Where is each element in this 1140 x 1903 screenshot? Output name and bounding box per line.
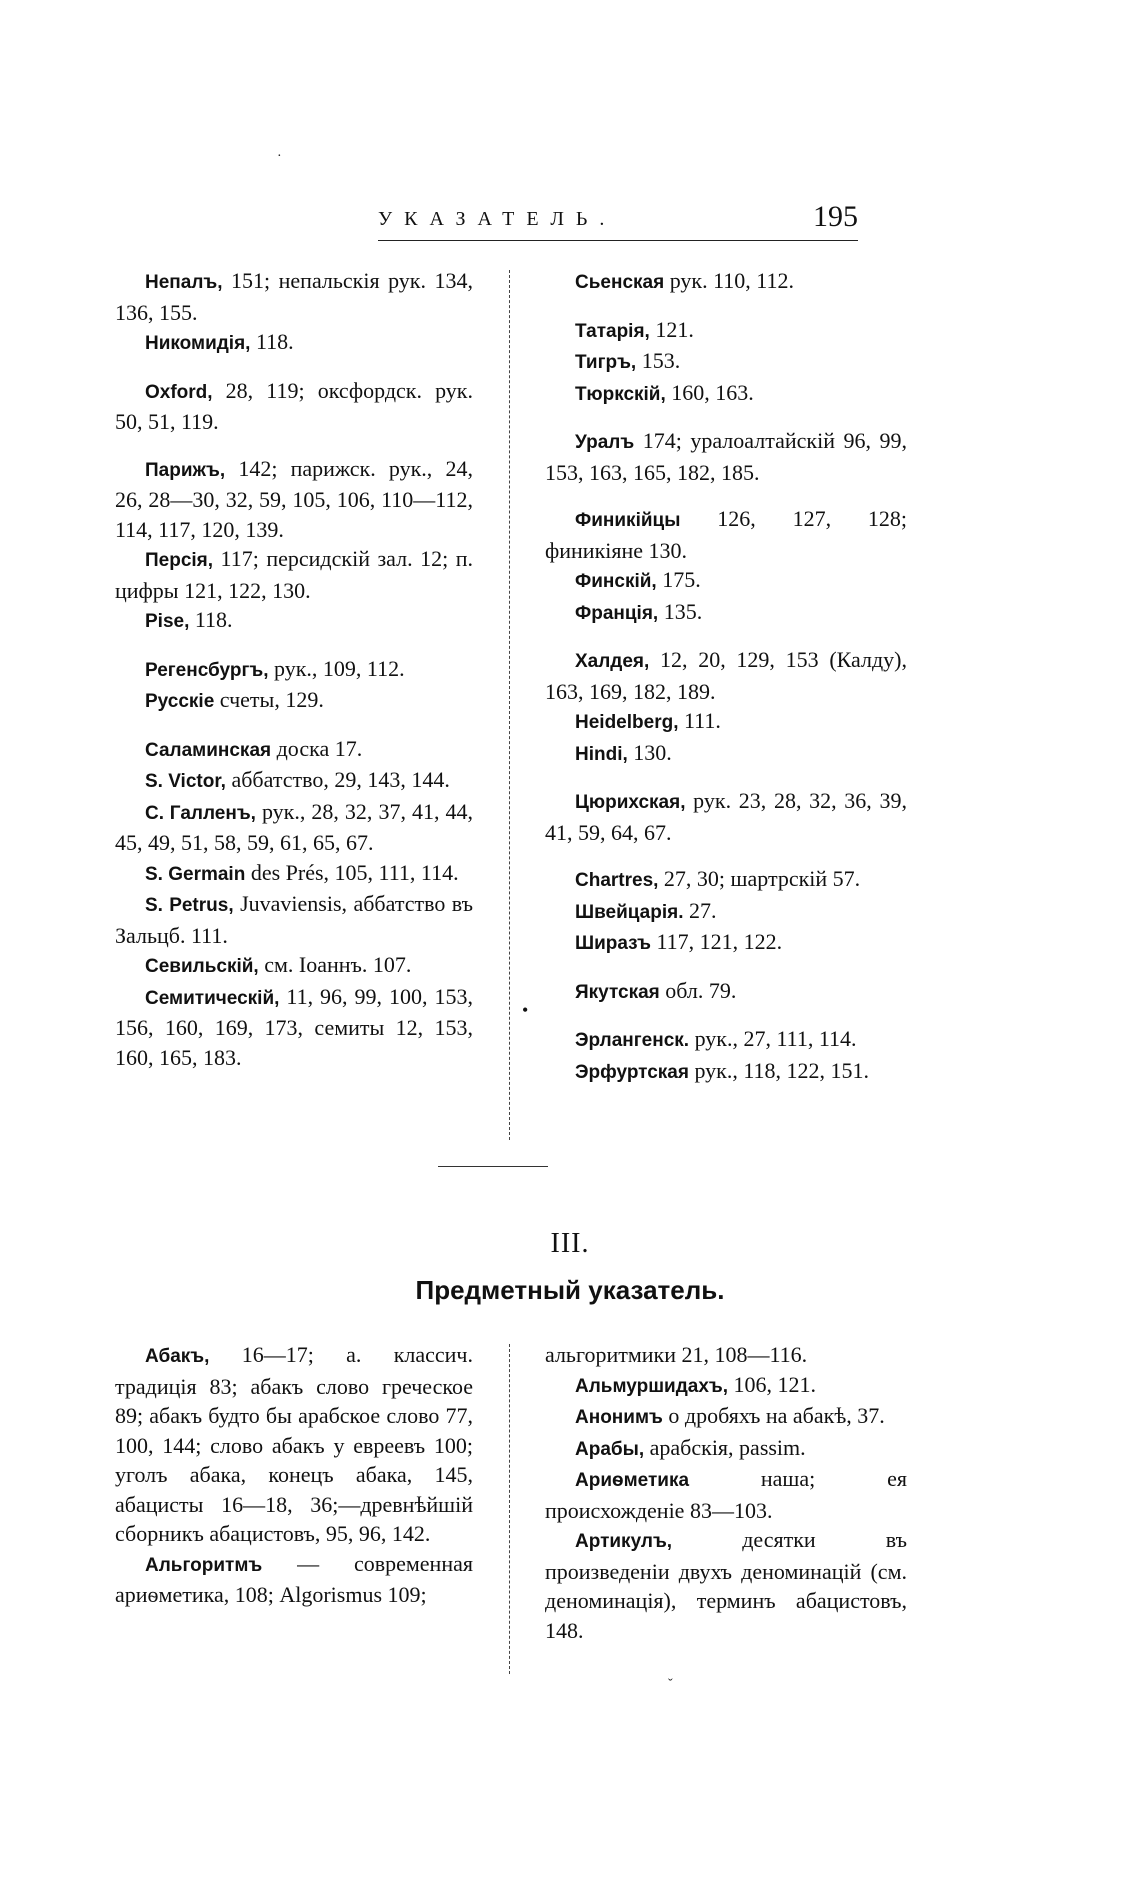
index-entry [115, 982, 473, 1073]
index-refs: 151; непальскія рук. 134, 136, 155. [115, 268, 473, 325]
index-term: Ариѳметика [575, 1470, 690, 1491]
index-entry [545, 1525, 907, 1645]
index-term: Тигръ, [575, 352, 637, 373]
index-refs: 160, 163. [665, 379, 754, 405]
bullet-mark: • [522, 1000, 529, 1020]
index-term: Эрфуртская [575, 1061, 689, 1083]
index-refs: 118. [250, 329, 294, 354]
index-term: Альгоритмъ [145, 1554, 263, 1576]
index-refs: обл. 79. [659, 977, 737, 1003]
index-refs: 126, 127, 128; финикіяне 130. [545, 506, 907, 563]
index-term: Семитическій, [145, 987, 280, 1009]
index-entry [545, 645, 907, 706]
index-term: Oxford, [145, 381, 213, 403]
index-refs: рук. 110, 112. [664, 268, 794, 293]
index-entry [545, 565, 907, 597]
index-refs: о дробяхъ на абакѣ, 37. [662, 1403, 885, 1428]
index-term: Абакъ, [145, 1346, 210, 1367]
index-entry [545, 706, 907, 738]
index-refs: см. Іоаннъ. 107. [258, 952, 412, 977]
column-divider [509, 1344, 510, 1674]
index-entry [545, 504, 907, 565]
index-term: Уралъ [575, 432, 635, 453]
index-term: Севильскій, [145, 956, 259, 977]
index-term: Ширазъ [575, 933, 651, 954]
index-refs: 153. [636, 348, 681, 373]
section-divider [438, 1166, 548, 1167]
index-entry [545, 1024, 907, 1056]
index-refs: des Prés, 105, 111, 114. [245, 859, 459, 885]
header-rule [378, 240, 858, 241]
index-refs: 135. [658, 598, 703, 624]
index-refs: рук., 118, 122, 151. [688, 1057, 870, 1083]
index-term: Татарія, [575, 320, 650, 342]
index-term: Русскіе [145, 691, 215, 712]
index-term: Никомидія, [145, 333, 251, 354]
index-entry [545, 266, 907, 298]
index-term: С. Галленъ, [145, 802, 256, 824]
index-refs: аббатство, 29, 143, 144. [225, 767, 450, 792]
subject-index-right-column [545, 1340, 907, 1645]
index-refs: 121. [649, 316, 694, 342]
index-term: S. Petrus, [145, 895, 234, 916]
index-refs: 130. [627, 739, 672, 765]
index-refs: арабскія, passim. [644, 1434, 806, 1460]
index-entry [545, 927, 907, 959]
index-term: Цюрихская, [575, 792, 686, 813]
index-refs: наша; ея происхожденіе 83—103. [545, 1466, 907, 1523]
index-refs: 16—17; а. классич. традиція 83; абакъ слово греческое 89; абакъ будто бы арабское слово 77, 100, 144; слово абакъ у евреевъ 100; уголъ абака, конецъ абака, 145, абацисты 16—18, 36;—древнѣйшій сборникъ абацистовъ, 95, 96, 142. [115, 1342, 473, 1546]
index-entry [545, 315, 907, 347]
index-entry [545, 1464, 907, 1525]
index-entry [545, 1340, 907, 1370]
index-refs: 28, 119; оксфордск. рук. 50, 51, 119. [115, 377, 473, 434]
index-entry [115, 1340, 473, 1549]
index-term: S. Victor, [145, 771, 226, 792]
index-entry [115, 734, 473, 766]
index-term: Регенсбургъ, [145, 659, 269, 681]
geo-index-right-column [545, 266, 907, 1087]
index-entry [545, 738, 907, 770]
running-head [378, 200, 858, 240]
index-refs: 118. [189, 607, 233, 632]
index-entry [115, 765, 473, 797]
index-term: Анонимъ [575, 1407, 663, 1428]
page-number: 195 [813, 200, 858, 233]
index-refs: десятки въ произведеніи двухъ деноминацій (см. деноминація), терминъ абацистовъ, 148. [545, 1527, 907, 1643]
index-term: Hindi, [575, 743, 628, 765]
index-refs: 111. [678, 708, 721, 733]
index-entry [545, 1433, 907, 1465]
index-term: Саламинская [145, 739, 272, 761]
index-refs: 117, 121, 122. [651, 929, 783, 954]
index-term: Франція, [575, 602, 659, 624]
index-term: Артикулъ, [575, 1531, 673, 1552]
index-entry [545, 1401, 907, 1433]
index-entry [115, 654, 473, 686]
index-entry [545, 1056, 907, 1088]
index-refs: 175. [656, 567, 701, 592]
index-term: Швейцарія. [575, 901, 684, 923]
index-entry [115, 1549, 473, 1610]
index-refs: рук., 27, 111, 114. [689, 1026, 857, 1051]
index-entry [115, 858, 473, 890]
index-refs: — современная ариѳметика, 108; Algorismus 109; [115, 1550, 473, 1607]
subject-index-left-column [115, 1340, 473, 1610]
index-term: Финикійцы [575, 510, 681, 531]
index-term: Эрлангенск. [575, 1030, 690, 1051]
index-term: Финскій, [575, 571, 657, 592]
index-refs: рук., 109, 112. [268, 655, 405, 681]
stray-mark: ˇ [668, 1677, 673, 1692]
index-entry [545, 378, 907, 410]
index-entry [545, 426, 907, 487]
geo-index-left-column [115, 266, 473, 1072]
index-entry [115, 454, 473, 545]
index-term: Альмуршидахъ, [575, 1375, 729, 1397]
index-refs: 11, 96, 99, 100, 153, 156, 160, 169, 173, семиты 12, 153, 160, 165, 183. [115, 983, 473, 1070]
section-title: Предметный указатель. [415, 1275, 725, 1305]
index-refs: 174; уралоалтайскій 96, 99, 153, 163, 165, 182, 185. [545, 428, 907, 485]
index-entry [115, 266, 473, 327]
index-term: Pise, [145, 611, 190, 632]
index-term: Халдея, [575, 651, 650, 672]
stray-mark: · [277, 149, 282, 164]
index-refs: Juvaviensis, аббатство въ Зальцб. 111. [115, 891, 473, 948]
index-entry [545, 896, 907, 928]
index-entry [115, 376, 473, 437]
index-entry [115, 950, 473, 982]
index-term: S. Germain [145, 863, 246, 885]
index-entry [115, 544, 473, 605]
index-entry [115, 797, 473, 858]
index-entry [545, 976, 907, 1008]
index-refs: счеты, 129. [214, 687, 324, 712]
index-entry [545, 1370, 907, 1402]
index-refs: 12, 20, 129, 153 (Калду), 163, 169, 182, 189. [545, 647, 907, 704]
index-refs: альгоритмики 21, 108—116. [545, 1342, 808, 1367]
index-entry [115, 605, 473, 637]
index-entry [545, 597, 907, 629]
index-term: Тюркскій, [575, 383, 666, 405]
index-term: Heidelberg, [575, 712, 679, 733]
index-term: Якутская [575, 981, 660, 1003]
index-term: Chartres, [575, 870, 659, 891]
index-refs: рук. 23, 28, 32, 36, 39, 41, 59, 64, 67. [545, 788, 907, 845]
index-entry [545, 864, 907, 896]
index-refs: 142; парижск. рук., 24, 26, 28—30, 32, 59, 105, 106, 110—112, 114, 117, 120, 139. [115, 455, 473, 542]
index-entry [545, 346, 907, 378]
index-term: Непалъ, [145, 272, 223, 293]
index-entry [115, 889, 473, 950]
index-entry [115, 327, 473, 359]
index-refs: доска 17. [271, 735, 363, 761]
running-title: УКАЗАТЕЛЬ. [378, 208, 617, 230]
index-refs: 27, 30; шартрскій 57. [658, 866, 861, 891]
index-term: Арабы, [575, 1438, 645, 1460]
index-entry [115, 685, 473, 717]
column-divider [509, 270, 510, 1140]
index-term: Персія, [145, 550, 214, 571]
index-refs: рук., 28, 32, 37, 41, 44, 45, 49, 51, 58, 59, 61, 65, 67. [115, 798, 473, 855]
section-numeral: III. [550, 1228, 590, 1259]
index-refs: 27. [683, 897, 717, 923]
index-term: Парижъ, [145, 459, 226, 481]
index-refs: 117; персидскій зал. 12; п. цифры 121, 122, 130. [115, 546, 473, 603]
index-entry [545, 786, 907, 847]
index-term: Сьенская [575, 272, 665, 293]
index-refs: 106, 121. [728, 1371, 817, 1397]
